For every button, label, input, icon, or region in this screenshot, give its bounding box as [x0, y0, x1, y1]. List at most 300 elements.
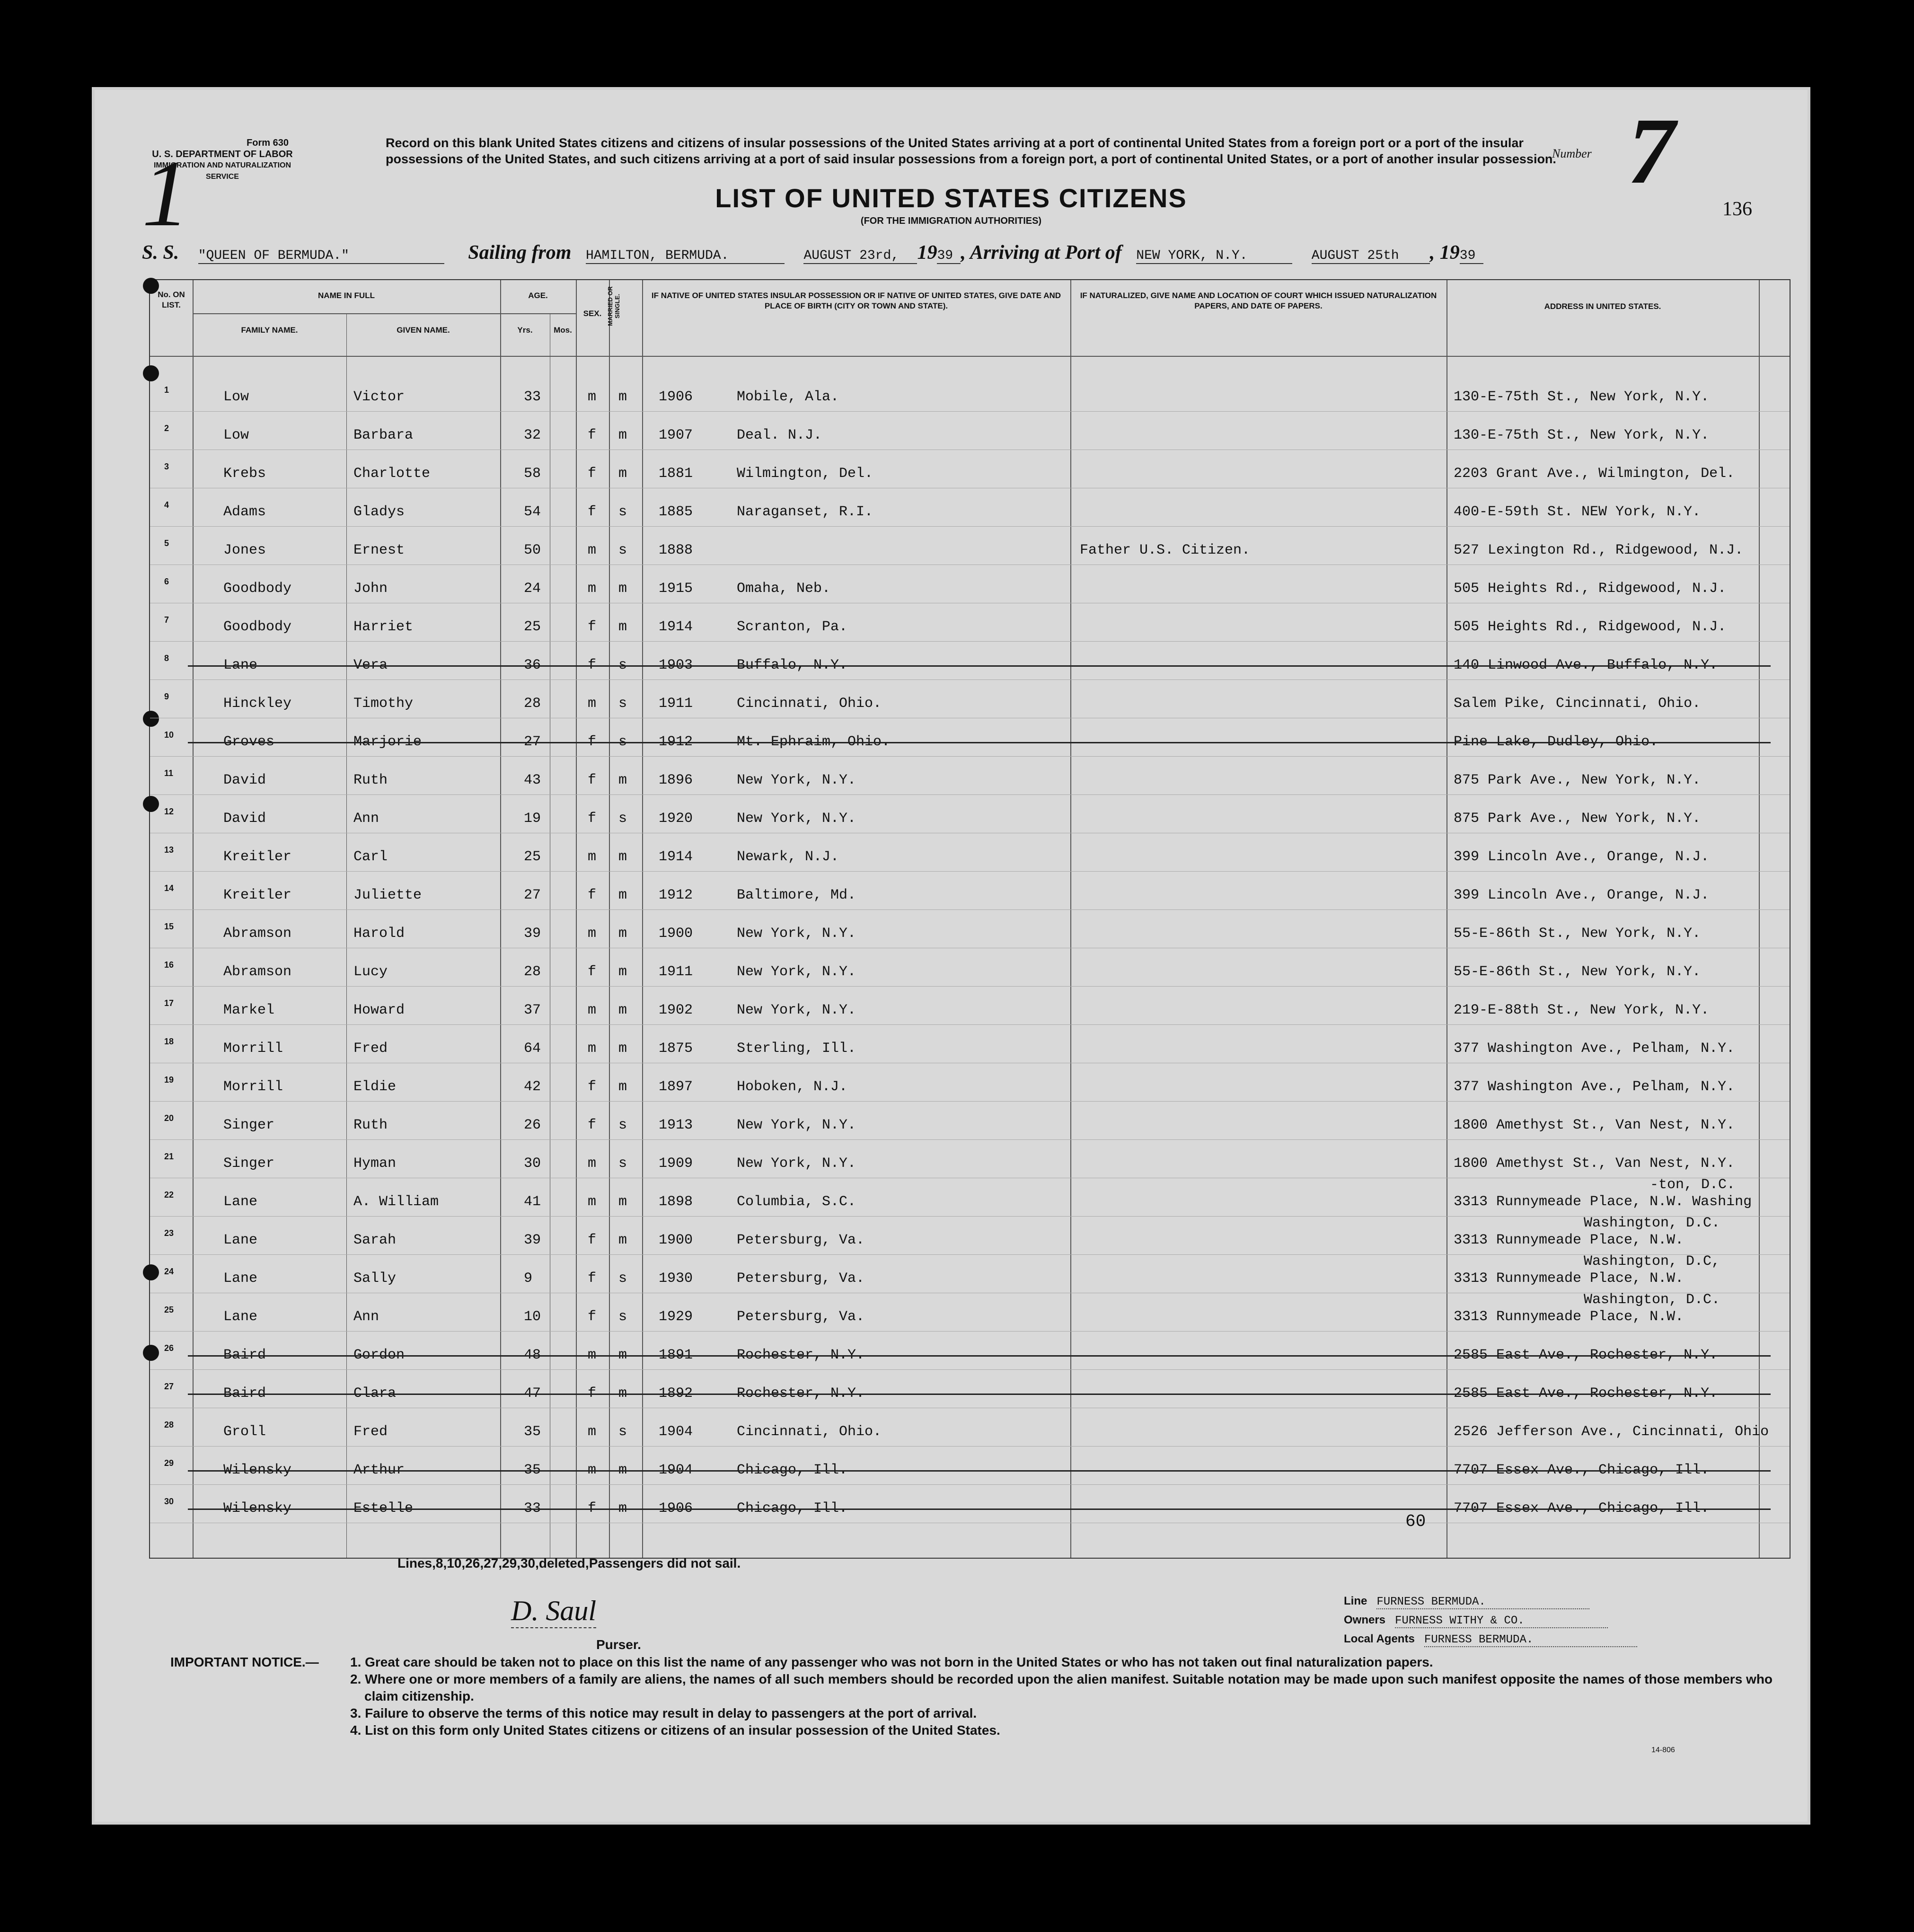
birth-year: 1907	[659, 427, 693, 443]
row-number: 8	[164, 653, 169, 663]
sex: f	[588, 427, 597, 443]
birth-place: New York, N.Y.	[737, 811, 856, 827]
strikethrough-line	[188, 742, 1771, 743]
sex: m	[588, 1156, 597, 1172]
marital-status: s	[618, 1156, 627, 1172]
row-number: 7	[164, 615, 169, 625]
marital-status: m	[618, 1347, 627, 1363]
col-header-address: ADDRESS IN UNITED STATES.	[1544, 302, 1661, 311]
row-number: 24	[164, 1267, 174, 1276]
us-address: 140 Linwood Ave., Buffalo, N.Y.	[1454, 657, 1718, 673]
row-number: 14	[164, 883, 174, 893]
important-notice	[170, 1654, 1779, 1739]
birth-year: 1875	[659, 1041, 693, 1057]
birth-year: 1906	[659, 389, 693, 405]
given-name: Ruth	[353, 1117, 388, 1133]
family-name: Jones	[223, 542, 266, 558]
notice-heading: IMPORTANT NOTICE.—	[170, 1655, 319, 1669]
sex: m	[588, 581, 597, 597]
line-field	[1344, 1595, 1589, 1609]
birth-year: 1900	[659, 1232, 693, 1248]
sex: m	[588, 1002, 597, 1018]
sex: f	[588, 734, 597, 750]
ship-name: "QUEEN OF BERMUDA."	[198, 248, 444, 264]
family-name: Lane	[223, 1309, 258, 1325]
birth-place: Buffalo, N.Y.	[737, 657, 848, 673]
table-row	[150, 758, 1790, 796]
family-name: Lane	[223, 657, 258, 673]
sex: f	[588, 619, 597, 635]
birth-place: New York, N.Y.	[737, 1156, 856, 1172]
marital-status: m	[618, 964, 627, 980]
birth-place: Petersburg, Va.	[737, 1309, 865, 1325]
birth-place: Hoboken, N.J.	[737, 1079, 848, 1095]
row-number: 6	[164, 577, 169, 586]
sex: m	[588, 696, 597, 712]
us-address: 2203 Grant Ave., Wilmington, Del.	[1454, 466, 1735, 482]
given-name: Harriet	[353, 619, 414, 635]
age-years: 64	[524, 1041, 541, 1057]
table-row	[150, 643, 1790, 681]
family-name: David	[223, 772, 266, 788]
service-name: IMMIGRATION AND NATURALIZATION SERVICE	[153, 161, 291, 181]
marital-status: s	[618, 1117, 627, 1133]
given-name: A. William	[353, 1194, 439, 1210]
us-address-continued: -ton, D.C.	[1650, 1177, 1736, 1193]
family-name: Morrill	[223, 1041, 283, 1057]
sex: f	[588, 504, 597, 520]
us-address: 55-E-86th St., New York, N.Y.	[1454, 964, 1701, 980]
us-address-continued: Washington, D.C.	[1584, 1292, 1720, 1308]
row-number: 21	[164, 1152, 174, 1161]
given-name: Gordon	[353, 1347, 405, 1363]
sex: f	[588, 811, 597, 827]
given-name: Ann	[353, 1309, 379, 1325]
family-name: Singer	[223, 1117, 275, 1133]
table-row	[150, 1486, 1790, 1524]
family-name: Baird	[223, 1347, 266, 1363]
notice-item: 4. List on this form only United States citizens or citizens of an insular possession of the United States.	[350, 1723, 1000, 1738]
birth-place: Naraganset, R.I.	[737, 504, 873, 520]
line-label: Line	[1344, 1595, 1367, 1607]
row-rule	[150, 909, 1790, 910]
table-row	[150, 1103, 1790, 1141]
birth-year: 1897	[659, 1079, 693, 1095]
birth-year: 1912	[659, 887, 693, 903]
age-years: 32	[524, 427, 541, 443]
marital-status: s	[618, 504, 627, 520]
us-address: 3313 Runnymeade Place, N.W.	[1454, 1270, 1684, 1287]
sex: f	[588, 466, 597, 482]
sex: f	[588, 657, 597, 673]
birth-place: Chicago, Ill.	[737, 1462, 848, 1478]
age-years: 41	[524, 1194, 541, 1210]
row-rule	[150, 756, 1790, 757]
age-years: 24	[524, 581, 541, 597]
us-address: 875 Park Ave., New York, N.Y.	[1454, 772, 1701, 788]
given-name: Vera	[353, 657, 388, 673]
birth-year: 1930	[659, 1270, 693, 1287]
table-row	[150, 1177, 1790, 1217]
table-row	[150, 681, 1790, 719]
birth-year: 1929	[659, 1309, 693, 1325]
us-address: 2585 East Ave., Rochester, N.Y.	[1454, 1385, 1718, 1402]
sex: m	[588, 849, 597, 865]
department-name: U. S. DEPARTMENT OF LABOR	[152, 149, 293, 159]
row-rule	[150, 986, 1790, 987]
age-years: 58	[524, 466, 541, 482]
col-header-mos: Mos.	[554, 326, 572, 335]
birth-place: New York, N.Y.	[737, 1117, 856, 1133]
age-years: 30	[524, 1156, 541, 1172]
birth-place: Omaha, Neb.	[737, 581, 831, 597]
age-years: 39	[524, 926, 541, 942]
age-years: 36	[524, 657, 541, 673]
us-address: 130-E-75th St., New York, N.Y.	[1454, 389, 1710, 405]
ss-label: S. S.	[142, 242, 179, 264]
sailing-date: AUGUST 23rd,	[803, 248, 917, 264]
family-name: Lane	[223, 1232, 258, 1248]
family-name: Baird	[223, 1385, 266, 1402]
sailing-year: 39	[937, 248, 961, 264]
marital-status: m	[618, 1500, 627, 1517]
age-years: 25	[524, 619, 541, 635]
row-number: 13	[164, 845, 174, 855]
birth-place: Mt. Ephraim, Ohio.	[737, 734, 891, 750]
family-name: Groll	[223, 1424, 266, 1440]
naturalization-info: Father U.S. Citizen.	[1080, 542, 1251, 558]
number-label: Number	[1552, 147, 1592, 160]
marital-status: m	[618, 887, 627, 903]
table-row	[150, 1215, 1790, 1256]
row-rule	[150, 1254, 1790, 1255]
row-number: 11	[164, 768, 174, 778]
us-address: 2585 East Ave., Rochester, N.Y.	[1454, 1347, 1718, 1363]
strikethrough-line	[188, 1394, 1771, 1395]
family-name: Hinckley	[223, 696, 292, 712]
row-number: 17	[164, 998, 174, 1008]
row-number: 23	[164, 1228, 174, 1238]
marital-status: m	[618, 427, 627, 443]
row-rule	[150, 641, 1790, 642]
us-address: 219-E-88th St., New York, N.Y.	[1454, 1002, 1710, 1018]
sex: m	[588, 1194, 597, 1210]
us-address: Salem Pike, Cincinnati, Ohio.	[1454, 696, 1701, 712]
table-row	[150, 528, 1790, 566]
birth-place: Columbia, S.C.	[737, 1194, 856, 1210]
birth-place: Baltimore, Md.	[737, 887, 856, 903]
birth-place: Chicago, Ill.	[737, 1500, 848, 1517]
age-years: 35	[524, 1424, 541, 1440]
birth-year: 1920	[659, 811, 693, 827]
birth-year: 1900	[659, 926, 693, 942]
us-address: 7707 Essex Ave., Chicago, Ill.	[1454, 1462, 1710, 1478]
agents-value: FURNESS BERMUDA.	[1424, 1633, 1637, 1647]
number-value: 7	[1628, 99, 1675, 203]
voyage-line: S. S. "QUEEN OF BERMUDA." Sailing from HAMILTON, BERMUDA. AUGUST 23rd, 1939 , Arriving at Port of NEW YORK, N.Y. AUGUST 25th , 1939	[142, 241, 1789, 264]
birth-year: 1898	[659, 1194, 693, 1210]
row-number: 9	[164, 692, 169, 701]
sex: f	[588, 1385, 597, 1402]
birth-year: 1911	[659, 696, 693, 712]
notice-item: 1. Great care should be taken not to place on this list the name of any passenger who was not born in the United States or who has not taken out final naturalization papers.	[350, 1655, 1433, 1669]
birth-year: 1914	[659, 619, 693, 635]
birth-year: 1903	[659, 657, 693, 673]
marital-status: s	[618, 811, 627, 827]
col-header-age: AGE.	[528, 291, 548, 300]
given-name: Gladys	[353, 504, 405, 520]
table-row	[150, 796, 1790, 834]
table-row	[150, 1371, 1790, 1409]
marital-status: s	[618, 1270, 627, 1287]
row-number: 5	[164, 538, 169, 548]
birth-year: 1904	[659, 1462, 693, 1478]
family-name: Wilensky	[223, 1462, 292, 1478]
birth-place: Rochester, N.Y.	[737, 1347, 865, 1363]
row-rule	[150, 1446, 1790, 1447]
table-row	[150, 835, 1790, 873]
age-years: 27	[524, 887, 541, 903]
family-name: Krebs	[223, 466, 266, 482]
owners-value: FURNESS WITHY & CO.	[1395, 1614, 1608, 1628]
given-name: Sally	[353, 1270, 397, 1287]
row-rule	[150, 1369, 1790, 1370]
birth-year: 1896	[659, 772, 693, 788]
us-address: 1800 Amethyst St., Van Nest, N.Y.	[1454, 1117, 1735, 1133]
given-name: Marjorie	[353, 734, 422, 750]
birth-place: Scranton, Pa.	[737, 619, 848, 635]
manifest-sheet	[95, 90, 1808, 1822]
row-number: 4	[164, 500, 169, 510]
table-row	[150, 873, 1790, 911]
family-name: Low	[223, 427, 249, 443]
age-years: 42	[524, 1079, 541, 1095]
marital-status: s	[618, 696, 627, 712]
marital-status: m	[618, 849, 627, 865]
given-name: Harold	[353, 926, 405, 942]
family-name: Kreitler	[223, 887, 292, 903]
birth-year: 1911	[659, 964, 693, 980]
passenger-total: 60	[1405, 1512, 1426, 1531]
notice-item: 2. Where one or more members of a family are aliens, the names of all such members should be recorded upon the alien manifest. Suitable notation may be made upon such manifest opposite the names of those members who claim citizenship.	[350, 1672, 1773, 1703]
row-number: 28	[164, 1420, 174, 1429]
marital-status: s	[618, 1424, 627, 1440]
purser-label: Purser.	[596, 1637, 641, 1652]
age-years: 54	[524, 504, 541, 520]
sex: m	[588, 1424, 597, 1440]
sex: m	[588, 389, 597, 405]
given-name: Clara	[353, 1385, 397, 1402]
marital-status: s	[618, 542, 627, 558]
row-number: 12	[164, 807, 174, 816]
family-name: Abramson	[223, 926, 292, 942]
birth-place: Cincinnati, Ohio.	[737, 696, 882, 712]
marital-status: m	[618, 1002, 627, 1018]
handwritten-mark: 1	[142, 141, 189, 246]
us-address-continued: Washington, D.C,	[1584, 1253, 1720, 1270]
birth-place: Wilmington, Del.	[737, 466, 873, 482]
table-row	[150, 1448, 1790, 1486]
age-years: 28	[524, 964, 541, 980]
birth-year: 1902	[659, 1002, 693, 1018]
page-subtitle: (FOR THE IMMIGRATION AUTHORITIES)	[860, 216, 1042, 226]
marital-status: m	[618, 772, 627, 788]
owners-field	[1344, 1614, 1608, 1628]
age-years: 9	[524, 1270, 533, 1287]
us-address: 400-E-59th St. NEW York, N.Y.	[1454, 504, 1701, 520]
family-name: Goodbody	[223, 581, 292, 597]
row-number: 25	[164, 1305, 174, 1314]
sex: f	[588, 1500, 597, 1517]
sex: f	[588, 772, 597, 788]
birth-year: 1892	[659, 1385, 693, 1402]
marital-status: m	[618, 466, 627, 482]
sex: m	[588, 1347, 597, 1363]
family-name: Adams	[223, 504, 266, 520]
row-rule	[150, 1331, 1790, 1332]
owners-label: Owners	[1344, 1614, 1386, 1626]
arrival-year-prefix: 19	[1439, 242, 1460, 264]
sex: f	[588, 1079, 597, 1095]
marital-status: m	[618, 389, 627, 405]
row-rule	[150, 1216, 1790, 1217]
birth-year: 1904	[659, 1424, 693, 1440]
given-name: Lucy	[353, 964, 388, 980]
given-name: Juliette	[353, 887, 422, 903]
us-address: 1800 Amethyst St., Van Nest, N.Y.	[1454, 1156, 1735, 1172]
arrival-date: AUGUST 25th	[1312, 248, 1430, 264]
given-name: Barbara	[353, 427, 414, 443]
table-row	[150, 1333, 1790, 1371]
strikethrough-line	[188, 665, 1771, 667]
us-address: 399 Lincoln Ave., Orange, N.J.	[1454, 849, 1710, 865]
row-rule	[150, 1139, 1790, 1140]
table-row	[150, 490, 1790, 528]
given-name: Timothy	[353, 696, 414, 712]
table-row	[150, 1253, 1790, 1294]
col-header-name: NAME IN FULL	[318, 291, 375, 300]
us-address: 2526 Jefferson Ave., Cincinnati, Ohio	[1454, 1424, 1769, 1440]
family-name: Wilensky	[223, 1500, 292, 1517]
sex: f	[588, 1309, 597, 1325]
family-name: Lane	[223, 1270, 258, 1287]
row-number: 27	[164, 1382, 174, 1391]
birth-year: 1885	[659, 504, 693, 520]
row-rule	[150, 1101, 1790, 1102]
family-name: Abramson	[223, 964, 292, 980]
table-row	[150, 720, 1790, 758]
marital-status: m	[618, 1385, 627, 1402]
birth-place: Deal. N.J.	[737, 427, 822, 443]
age-years: 35	[524, 1462, 541, 1478]
age-years: 43	[524, 772, 541, 788]
arriving-label: Arriving at Port of	[970, 242, 1122, 264]
marital-status: m	[618, 926, 627, 942]
col-header-yrs: Yrs.	[517, 326, 533, 335]
given-name: Ernest	[353, 542, 405, 558]
table-row	[150, 1026, 1790, 1064]
table-row	[150, 950, 1790, 988]
row-number: 1	[164, 385, 169, 395]
col-header-naturalized: IF NATURALIZED, GIVE NAME AND LOCATION OF COURT WHICH ISSUED NATURALIZATION PAPERS, AND DATE OF PAPERS.	[1080, 291, 1437, 310]
page-title: LIST OF UNITED STATES CITIZENS	[715, 183, 1187, 213]
us-address-continued: Washington, D.C.	[1584, 1215, 1720, 1231]
us-address: 399 Lincoln Ave., Orange, N.J.	[1454, 887, 1710, 903]
family-name: Groves	[223, 734, 275, 750]
col-header-no: No. ON LIST.	[158, 290, 185, 309]
family-name: Kreitler	[223, 849, 292, 865]
marital-status: m	[618, 581, 627, 597]
marital-status: s	[618, 657, 627, 673]
line-value: FURNESS BERMUDA.	[1376, 1596, 1589, 1609]
row-rule	[150, 1024, 1790, 1025]
row-number: 20	[164, 1113, 174, 1123]
row-number: 26	[164, 1343, 174, 1353]
birth-year: 1906	[659, 1500, 693, 1517]
family-name: Singer	[223, 1156, 275, 1172]
marital-status: m	[618, 1079, 627, 1095]
row-number: 10	[164, 730, 174, 740]
us-address: 527 Lexington Rd., Ridgewood, N.J.	[1454, 542, 1744, 558]
row-number: 30	[164, 1497, 174, 1506]
us-address: 3313 Runnymeade Place, N.W. Washing	[1454, 1194, 1752, 1210]
table-row	[150, 988, 1790, 1026]
age-years: 48	[524, 1347, 541, 1363]
birth-year: 1915	[659, 581, 693, 597]
us-address: 55-E-86th St., New York, N.Y.	[1454, 926, 1701, 942]
given-name: Victor	[353, 389, 405, 405]
birth-place: Newark, N.J.	[737, 849, 839, 865]
table-row	[150, 566, 1790, 604]
given-name: Eldie	[353, 1079, 397, 1095]
given-name: Carl	[353, 849, 388, 865]
us-address: 377 Washington Ave., Pelham, N.Y.	[1454, 1041, 1735, 1057]
row-number: 2	[164, 423, 169, 433]
us-address: 505 Heights Rd., Ridgewood, N.J.	[1454, 581, 1727, 597]
sex: f	[588, 964, 597, 980]
row-rule	[150, 1484, 1790, 1485]
given-name: Ann	[353, 811, 379, 827]
age-years: 28	[524, 696, 541, 712]
us-address: 875 Park Ave., New York, N.Y.	[1454, 811, 1701, 827]
birth-place: Sterling, Ill.	[737, 1041, 856, 1057]
sex: f	[588, 1270, 597, 1287]
given-name: Arthur	[353, 1462, 405, 1478]
age-years: 37	[524, 1002, 541, 1018]
birth-place: Mobile, Ala.	[737, 389, 839, 405]
row-number: 15	[164, 922, 174, 931]
given-name: Fred	[353, 1424, 388, 1440]
age-years: 39	[524, 1232, 541, 1248]
marital-status: m	[618, 619, 627, 635]
given-name: Howard	[353, 1002, 405, 1018]
birth-place: New York, N.Y.	[737, 1002, 856, 1018]
age-years: 25	[524, 849, 541, 865]
age-years: 19	[524, 811, 541, 827]
family-name: Markel	[223, 1002, 275, 1018]
given-name: Fred	[353, 1041, 388, 1057]
sailing-port: HAMILTON, BERMUDA.	[586, 248, 785, 264]
row-number: 16	[164, 960, 174, 970]
sex: f	[588, 887, 597, 903]
birth-place: New York, N.Y.	[737, 772, 856, 788]
family-name: Low	[223, 389, 249, 405]
given-name: Estelle	[353, 1500, 414, 1517]
passenger-table	[149, 279, 1791, 1559]
intro-text: Record on this blank United States citizens and citizens of insular possessions of the United States arriving at a port of continental United States from a foreign port or a port of the insular possessions of the United States, and such citizens arriving at a port of said insular possessions from a foreign port, a port of continental United States, or a port of another insular possession.	[386, 136, 1556, 166]
purser-signature: D. Saul	[511, 1595, 596, 1628]
col-header-sex: SEX.	[583, 309, 602, 318]
